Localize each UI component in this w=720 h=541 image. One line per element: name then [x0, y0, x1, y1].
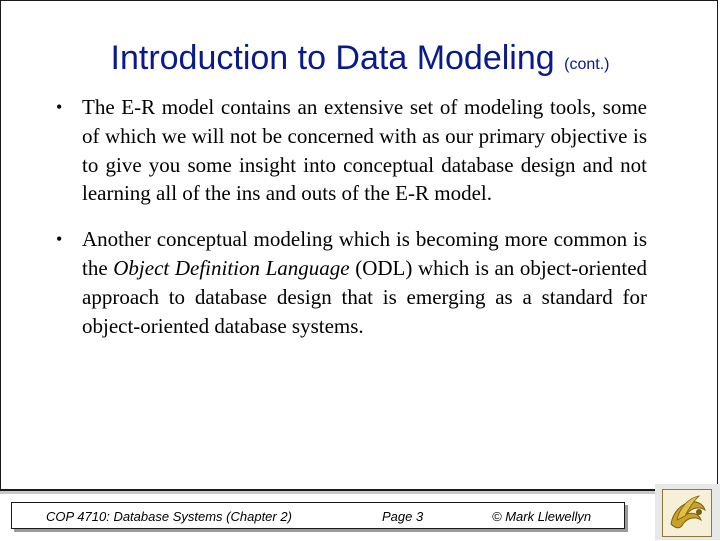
bullet-text-tail: (ODL) which is an object-oriented approach to database design that is emerging as a standard for object-oriented database systems. [82, 255, 648, 338]
footer-copyright: © Mark Llewellyn [492, 509, 592, 524]
footer-course: COP 4710: Database Systems (Chapter 2) [46, 509, 292, 524]
bullet-emphasis: Object Definition Language [113, 255, 350, 280]
bullet-marker: • [56, 97, 63, 117]
bullet-text: The E-R model contains an extensive set of modeling tools, some of which we will not be concerned with as our primary objective is to give you some insight into conceptual database design and not learning all of the ins and outs of the E-R model. [82, 95, 647, 206]
title-main: Introduction to Data Modeling [110, 39, 555, 77]
pegasus-logo-icon [662, 489, 712, 537]
bullet-text: Another conceptual modeling which is becoming more common is the [82, 227, 647, 280]
slide-title [0, 36, 720, 87]
bullet-item-er-model [50, 93, 647, 208]
bullet-item-odl [50, 225, 647, 340]
bullet-list [50, 93, 647, 340]
footer-page-number: Page 3 [382, 509, 424, 524]
footer-divider [0, 489, 656, 491]
footer-box [11, 502, 625, 529]
bullet-marker: • [56, 229, 63, 250]
title-suffix: (cont.) [564, 56, 610, 73]
logo-area [655, 484, 720, 540]
